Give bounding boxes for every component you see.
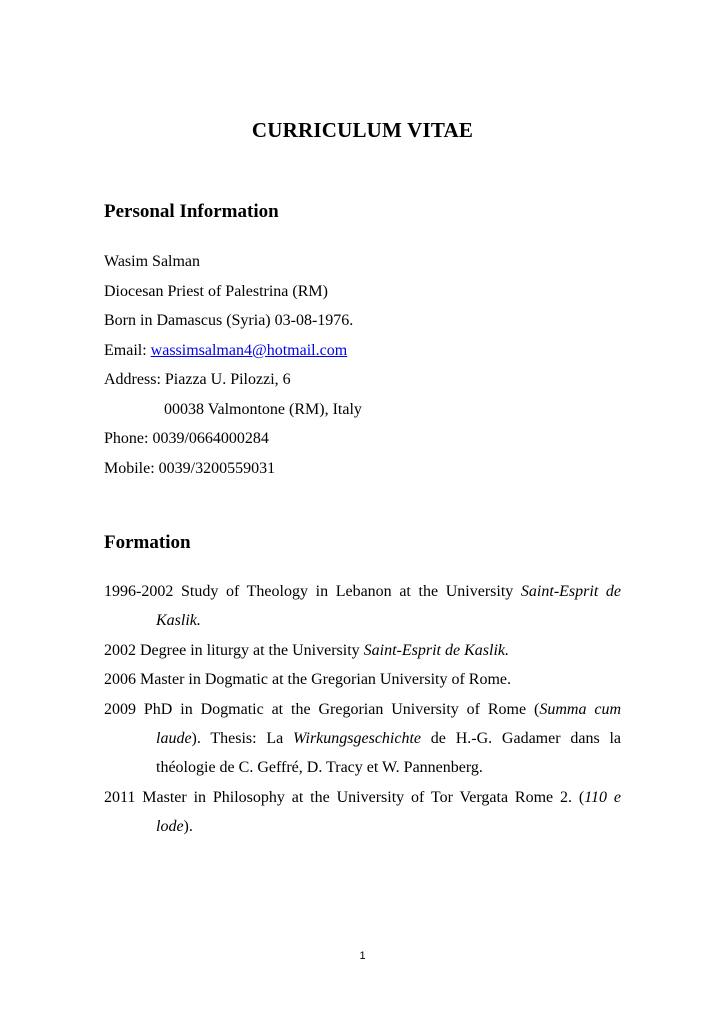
address-row: [104, 365, 624, 395]
address-label: Address:: [104, 371, 165, 388]
address-line-2: 00038 Valmontone (RM), Italy: [164, 400, 362, 418]
entry-text: 2009 PhD in Dogmatic at the Gregorian University of Rome (: [104, 700, 540, 718]
formation-entry: [104, 665, 621, 694]
entry-italic: Wirkungsgeschichte: [293, 730, 422, 748]
entry-text: de H.-G. Gadamer dans la théologie de C. Geffré, D. Tracy et W. Pannenberg.: [156, 730, 621, 777]
entry-italic: Saint-Esprit de Kaslik.: [156, 583, 622, 630]
entry-text: ). Thesis: La: [191, 730, 294, 748]
entry-italic: Summa cum laude: [156, 700, 622, 748]
formation-entry: [104, 636, 621, 665]
personal-information-section: [104, 247, 624, 483]
person-role: Diocesan Priest of Palestrina (RM): [104, 282, 328, 300]
personal-information-heading: Personal Information: [104, 201, 279, 222]
entry-text: 1996-2002 Study of Theology in Lebanon at the University: [104, 583, 521, 600]
email-link[interactable]: wassimsalman4@hotmail.com: [150, 341, 348, 359]
document-title: CURRICULUM VITAE: [251, 118, 474, 142]
address-line-1: Piazza U. Pilozzi, 6: [164, 371, 291, 388]
entry-text: 2006 Master in Dogmatic at the Gregorian University of Rome.: [104, 671, 512, 689]
entry-text: 2002 Degree in liturgy at the University: [104, 641, 364, 659]
person-name: Wasim Salman: [104, 253, 201, 270]
formation-section: [104, 577, 621, 842]
formation-entry: [104, 783, 621, 842]
entry-text: 2011 Master in Philosophy at the University of Tor Vergata Rome 2. (: [104, 788, 585, 806]
email-row: [104, 336, 624, 366]
formation-heading: Formation: [104, 532, 191, 553]
entry-text: ).: [183, 818, 193, 836]
formation-entry: [104, 577, 621, 636]
mobile-number: Mobile: 0039/3200559031: [104, 459, 276, 477]
phone-number: Phone: 0039/0664000284: [104, 430, 269, 447]
birth-info: Born in Damascus (Syria) 03-08-1976.: [104, 312, 354, 329]
page-number: 1: [359, 950, 366, 962]
email-label: Email:: [104, 341, 151, 359]
formation-entry: [104, 695, 621, 783]
entry-italic: 110 e lode: [156, 788, 621, 836]
entry-italic: Saint-Esprit de Kaslik.: [363, 641, 509, 659]
